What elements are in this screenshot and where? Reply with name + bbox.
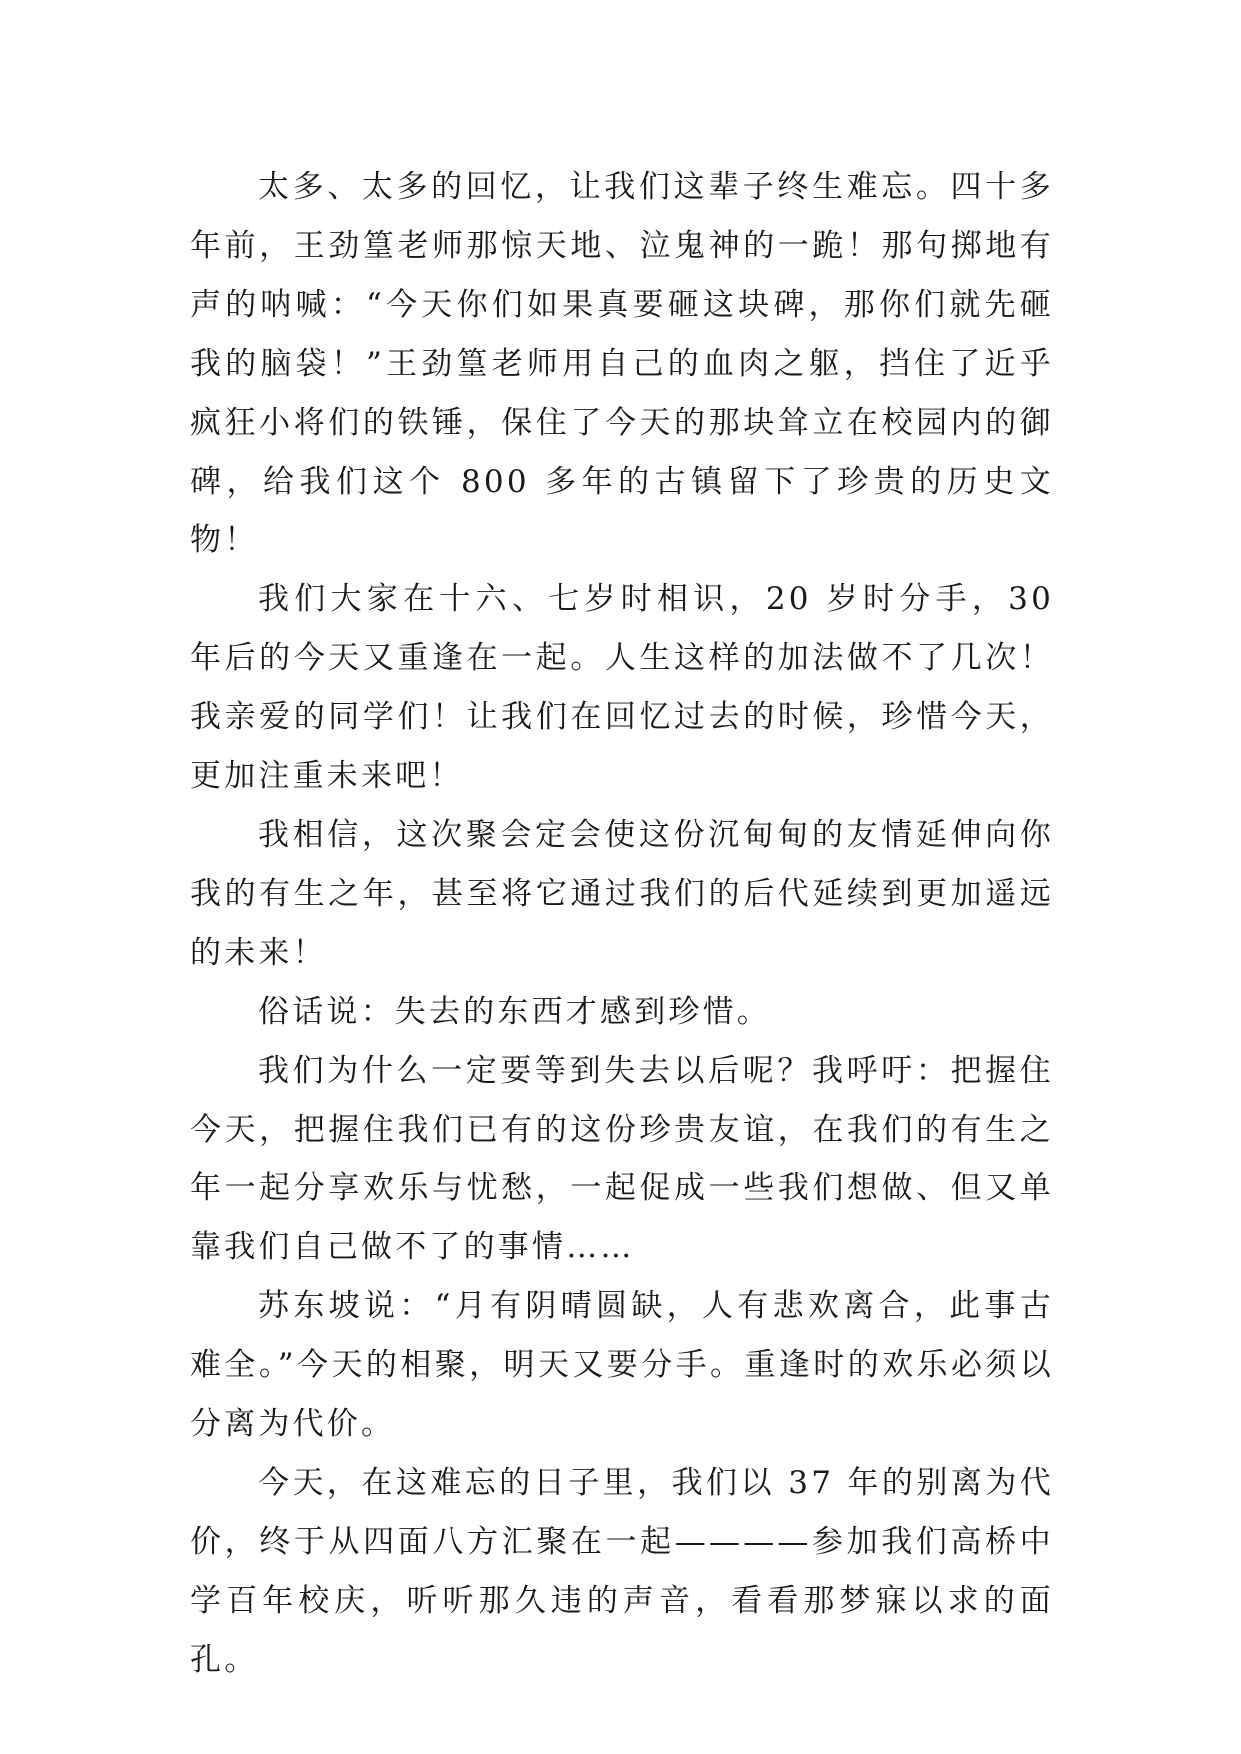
- paragraph-anniversary: 今天，在这难忘的日子里，我们以 37 年的别离为代价，终于从四面八方汇聚在一起————参加我们高桥中学百年校庆，听听那久违的声音，看看那梦寐以求的面孔。: [190, 1464, 1054, 1678]
- paragraph-memories: 太多、太多的回忆，让我们这辈子终生难忘。四十多年前，王劲篁老师那惊天地、泣鬼神的一跪！那句掷地有声的呐喊：“今天你们如果真要砸这块碑，那你们就先砸我的脑袋！”王劲篁老师用自己的血肉之躯，挡住了近乎疯狂小将们的铁锤，保住了今天的那块耸立在校园内的御碑，给我们这个 800 多年的古镇留下了珍贵的历史文物！: [190, 169, 1054, 559]
- paragraph-su-dongpo: 苏东坡说：“月有阴晴圆缺，人有悲欢离合，此事古难全。”今天的相聚，明天又要分手。重逢时的欢乐必须以分离为代价。: [190, 1288, 1054, 1443]
- paragraph-appeal: 我们为什么一定要等到失去以后呢？我呼吁：把握住今天，把握住我们已有的这份珍贵友谊，在我们的有生之年一起分享欢乐与忧愁，一起促成一些我们想做、但又单靠我们自己做不了的事情……: [190, 1052, 1054, 1266]
- paragraph-friendship: 我相信，这次聚会定会使这份沉甸甸的友情延伸向你我的有生之年，甚至将它通过我们的后代延续到更加遥远的未来！: [190, 816, 1054, 971]
- paragraph-proverb: 俗话说：失去的东西才感到珍惜。: [258, 993, 771, 1030]
- paragraph-reunion: 我们大家在十六、七岁时相识，20 岁时分手，30 年后的今天又重逢在一起。人生这样的加法做不了几次！我亲爱的同学们！让我们在回忆过去的时候，珍惜今天，更加注重未来吧！: [190, 581, 1054, 795]
- document-body: [190, 158, 1054, 1690]
